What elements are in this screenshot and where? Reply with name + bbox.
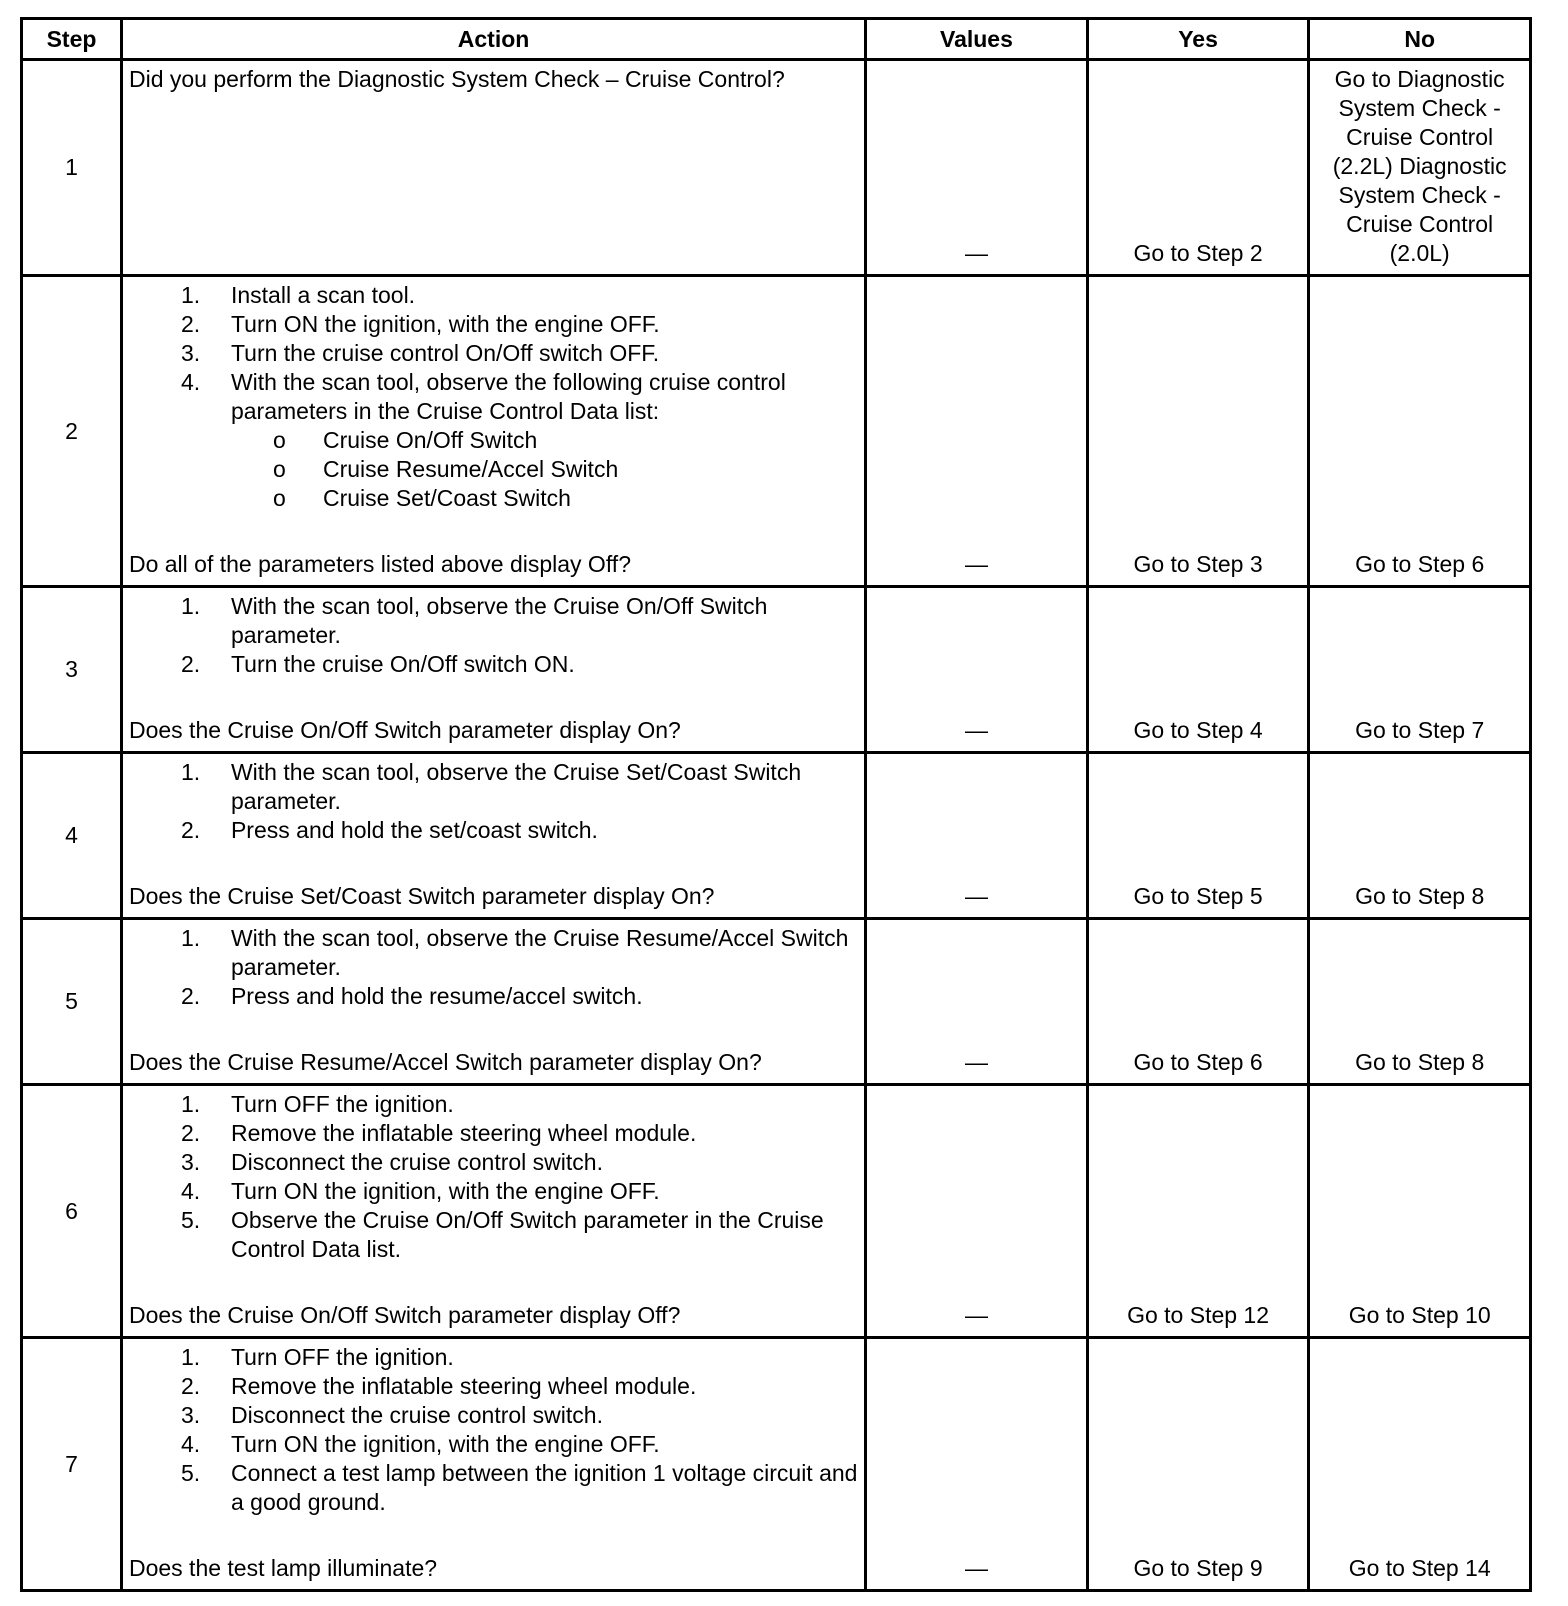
action-step-item: 4. With the scan tool, observe the following cruise control parameters in the Cruise Control Data list: [180,369,786,424]
action-step-item: 2. Turn the cruise On/Off switch ON. [180,651,575,677]
step-number: 3 [22,587,122,753]
action-step-item: 1. With the scan tool, observe the Cruise On/Off Switch parameter. [180,593,768,648]
table-row [22,1338,1531,1591]
action-steps [129,592,858,679]
action-step-item: 1. Turn OFF the ignition. [180,1091,454,1117]
action-step-item: 3. Disconnect the cruise control switch. [180,1402,603,1428]
values-cell: — [866,276,1088,587]
table-row [22,587,1531,753]
no-cell: Go to Step 8 [1309,753,1531,919]
action-cell [121,753,865,919]
action-cell [121,919,865,1085]
no-cell: Go to Step 6 [1309,276,1531,587]
action-question: Does the Cruise On/Off Switch parameter display On? [128,717,681,743]
action-step-item: 5. Connect a test lamp between the ignition 1 voltage circuit and a good ground. [180,1460,858,1515]
values-cell: — [866,1085,1088,1338]
action-step-item: 1. With the scan tool, observe the Cruise Set/Coast Switch parameter. [180,759,802,814]
action-step-item: 1. Turn OFF the ignition. [180,1344,454,1370]
header-step: Step [22,19,122,60]
step-number: 4 [22,753,122,919]
yes-cell: Go to Step 4 [1087,587,1309,753]
values-cell: — [866,753,1088,919]
header-action: Action [121,19,865,60]
table-row [22,276,1531,587]
action-step-item: 2. Press and hold the resume/accel switch. [180,983,643,1009]
header-no: No [1309,19,1531,60]
action-step-item: 1. Install a scan tool. [180,282,416,308]
yes-cell: Go to Step 9 [1087,1338,1309,1591]
action-question: Does the Cruise Set/Coast Switch parameter display On? [128,883,715,909]
action-step-item: 2. Remove the inflatable steering wheel module. [180,1373,697,1399]
parameter-item: o Cruise Set/Coast Switch [272,485,571,511]
action-cell [121,276,865,587]
no-cell: Go to Step 7 [1309,587,1531,753]
values-cell: — [866,587,1088,753]
action-question: Did you perform the Diagnostic System Check – Cruise Control? [128,66,785,92]
action-steps [129,924,858,1011]
values-cell: — [866,60,1088,276]
action-step-item: 2. Press and hold the set/coast switch. [180,817,598,843]
yes-cell: Go to Step 12 [1087,1085,1309,1338]
action-step-item: 2. Remove the inflatable steering wheel module. [180,1120,697,1146]
action-step-item: 3. Turn the cruise control On/Off switch OFF. [180,340,660,366]
table-row [22,60,1531,276]
step-number: 1 [22,60,122,276]
step-number: 5 [22,919,122,1085]
yes-cell: Go to Step 3 [1087,276,1309,587]
header-yes: Yes [1087,19,1309,60]
no-cell: Go to Step 14 [1309,1338,1531,1591]
parameter-list [225,426,858,513]
action-steps [129,758,858,845]
yes-cell: Go to Step 5 [1087,753,1309,919]
step-number: 2 [22,276,122,587]
action-cell [121,1338,865,1591]
values-cell: — [866,919,1088,1085]
step-number: 7 [22,1338,122,1591]
action-cell [121,1085,865,1338]
action-step-item: 1. With the scan tool, observe the Cruise Resume/Accel Switch parameter. [180,925,849,980]
parameter-item: o Cruise On/Off Switch [272,427,538,453]
yes-cell: Go to Step 2 [1087,60,1309,276]
action-question: Does the test lamp illuminate? [128,1555,438,1581]
action-step-item: 2. Turn ON the ignition, with the engine OFF. [180,311,660,337]
table-row [22,1085,1531,1338]
action-steps [129,1090,858,1264]
table-header-row [22,19,1531,60]
action-steps [129,281,858,426]
parameter-item: o Cruise Resume/Accel Switch [272,456,619,482]
step-number: 6 [22,1085,122,1338]
no-cell: Go to Step 10 [1309,1085,1531,1338]
action-step-item: 3. Disconnect the cruise control switch. [180,1149,603,1175]
yes-cell: Go to Step 6 [1087,919,1309,1085]
action-step-item: 5. Observe the Cruise On/Off Switch parameter in the Cruise Control Data list. [180,1207,824,1262]
table-row [22,753,1531,919]
action-cell [121,587,865,753]
diagnostic-table [20,17,1532,1592]
table-row [22,919,1531,1085]
action-steps [129,1343,858,1517]
no-cell: Go to Diagnostic System Check - Cruise Control (2.2L) Diagnostic System Check - Cruise Control (2.0L) [1309,60,1531,276]
no-cell: Go to Step 8 [1309,919,1531,1085]
diagnostic-table-sheet [20,17,1532,1592]
action-cell [121,60,865,276]
action-step-item: 4. Turn ON the ignition, with the engine OFF. [180,1178,660,1204]
header-values: Values [866,19,1088,60]
action-question: Does the Cruise Resume/Accel Switch parameter display On? [128,1049,762,1075]
values-cell: — [866,1338,1088,1591]
action-question: Do all of the parameters listed above display Off? [128,551,631,577]
action-step-item: 4. Turn ON the ignition, with the engine OFF. [180,1431,660,1457]
action-question: Does the Cruise On/Off Switch parameter display Off? [128,1302,681,1328]
